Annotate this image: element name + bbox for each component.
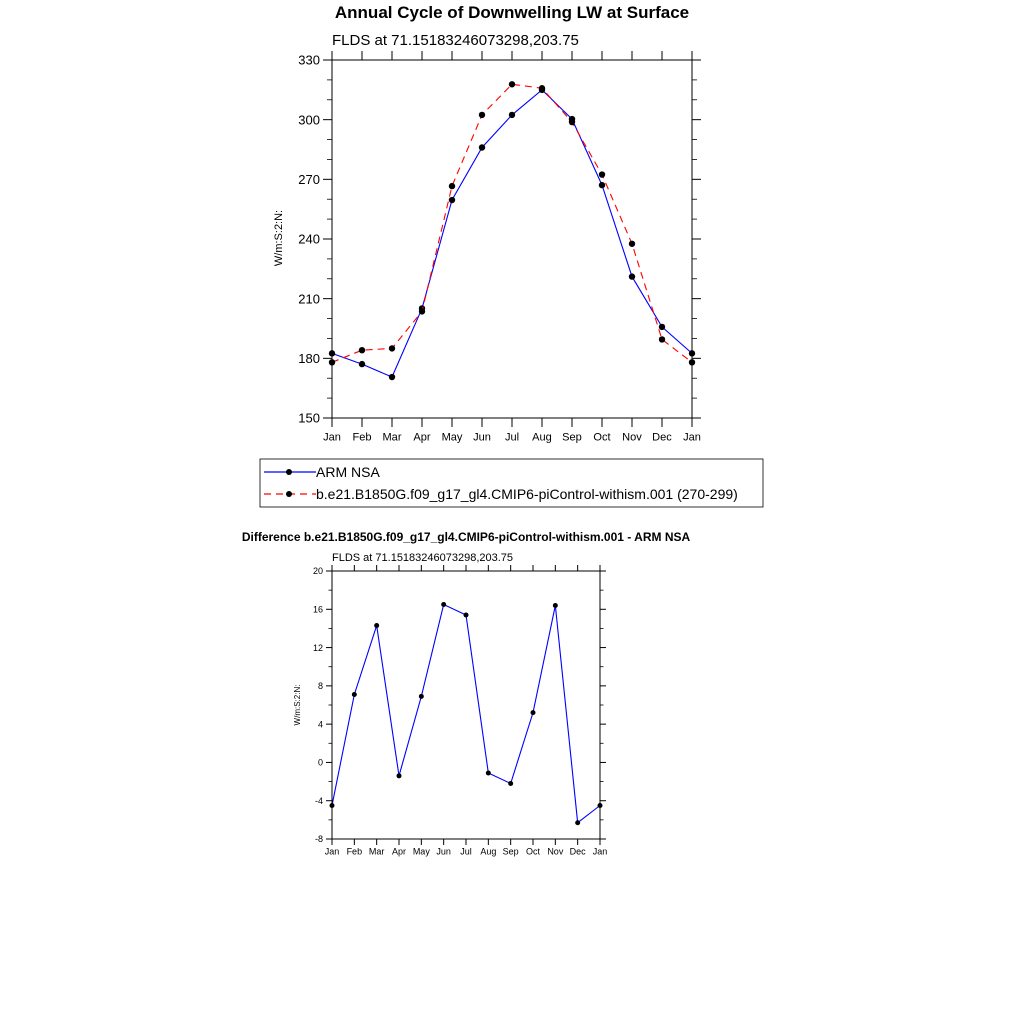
data-point: [479, 112, 485, 118]
x-tick-label: Jul: [460, 846, 472, 857]
x-tick-label: Aug: [480, 846, 497, 857]
data-point: [359, 361, 365, 367]
data-point: [508, 781, 513, 786]
y-tick-label: 150: [298, 410, 320, 426]
x-tick-label: Jan: [683, 431, 701, 444]
chart1-title: Annual Cycle of Downwelling LW at Surface: [334, 3, 690, 22]
data-point: [449, 183, 455, 189]
x-tick-label: Dec: [652, 431, 672, 444]
y-tick-label: 16: [312, 604, 323, 615]
x-tick-label: Oct: [593, 431, 611, 444]
y-tick-label: 12: [312, 642, 323, 653]
data-point: [659, 324, 665, 330]
data-point: [553, 603, 558, 608]
y-tick-label: -8: [314, 834, 323, 845]
data-point: [629, 241, 635, 247]
y-tick-label: -4: [314, 795, 323, 806]
x-tick-label: Jun: [436, 846, 451, 857]
x-tick-label: Feb: [346, 846, 363, 857]
x-tick-label: Feb: [352, 431, 372, 444]
chart1-ylabel: W/m:S:2:N:: [273, 209, 285, 267]
data-point: [539, 85, 545, 91]
data-point: [449, 197, 455, 203]
x-tick-label: Sep: [562, 431, 582, 444]
x-tick-label: Apr: [391, 846, 407, 857]
x-tick-label: Sep: [502, 846, 519, 857]
chart1-subtitle: FLDS at 71.15183246073298,203.75: [332, 32, 579, 49]
data-point: [575, 820, 580, 825]
data-point: [464, 613, 469, 618]
y-tick-label: 180: [298, 351, 320, 367]
x-tick-label: May: [441, 431, 463, 444]
x-tick-label: Oct: [525, 846, 541, 857]
legend-marker-arm-nsa: [286, 469, 292, 475]
y-tick-label: 300: [298, 112, 320, 128]
data-point: [389, 374, 395, 380]
data-point: [359, 347, 365, 353]
x-tick-label: Aug: [532, 431, 552, 444]
chart2-subtitle: FLDS at 71.15183246073298,203.75: [332, 552, 514, 564]
y-tick-label: 20: [312, 566, 323, 577]
data-point: [599, 171, 605, 177]
legend-marker-model: [286, 491, 292, 497]
data-point: [441, 602, 446, 607]
chart2-ylabel: W/m:S:2:N:: [293, 684, 302, 726]
x-tick-label: Nov: [622, 431, 642, 444]
y-tick-label: 270: [298, 172, 320, 188]
data-point: [569, 119, 575, 125]
data-point: [419, 694, 424, 699]
x-tick-label: Mar: [368, 846, 385, 857]
y-tick-label: 8: [317, 681, 323, 692]
x-tick-label: Jul: [504, 431, 520, 444]
x-tick-label: Jan: [324, 846, 340, 857]
data-point: [479, 144, 485, 150]
data-point: [374, 623, 379, 628]
data-point: [531, 710, 536, 715]
x-tick-label: Apr: [413, 431, 431, 444]
data-point: [419, 308, 425, 314]
data-point: [659, 336, 665, 342]
x-tick-label: Mar: [382, 431, 402, 444]
x-tick-label: Jun: [473, 431, 491, 444]
data-point: [509, 81, 515, 87]
x-tick-label: Jan: [323, 431, 341, 444]
x-tick-label: May: [412, 846, 430, 857]
y-tick-label: 0: [317, 757, 323, 768]
y-tick-label: 240: [298, 231, 320, 247]
data-point: [397, 773, 402, 778]
data-point: [486, 770, 491, 775]
x-tick-label: Nov: [547, 846, 564, 857]
legend-label-arm-nsa: ARM NSA: [316, 464, 380, 480]
y-tick-label: 4: [317, 719, 323, 730]
y-tick-label: 330: [298, 52, 320, 68]
data-point: [599, 182, 605, 188]
data-point: [629, 273, 635, 279]
x-tick-label: Dec: [569, 846, 586, 857]
chart2-title: Difference b.e21.B1850G.f09_g17_gl4.CMIP6-piControl-withism.001 - ARM NSA: [241, 530, 691, 544]
data-point: [352, 692, 357, 697]
data-point: [509, 112, 515, 118]
y-tick-label: 210: [298, 291, 320, 307]
x-tick-label: Jan: [592, 846, 608, 857]
data-point: [389, 345, 395, 351]
legend-label-model: b.e21.B1850G.f09_g17_gl4.CMIP6-piControl-withism.001 (270-299): [316, 486, 738, 502]
